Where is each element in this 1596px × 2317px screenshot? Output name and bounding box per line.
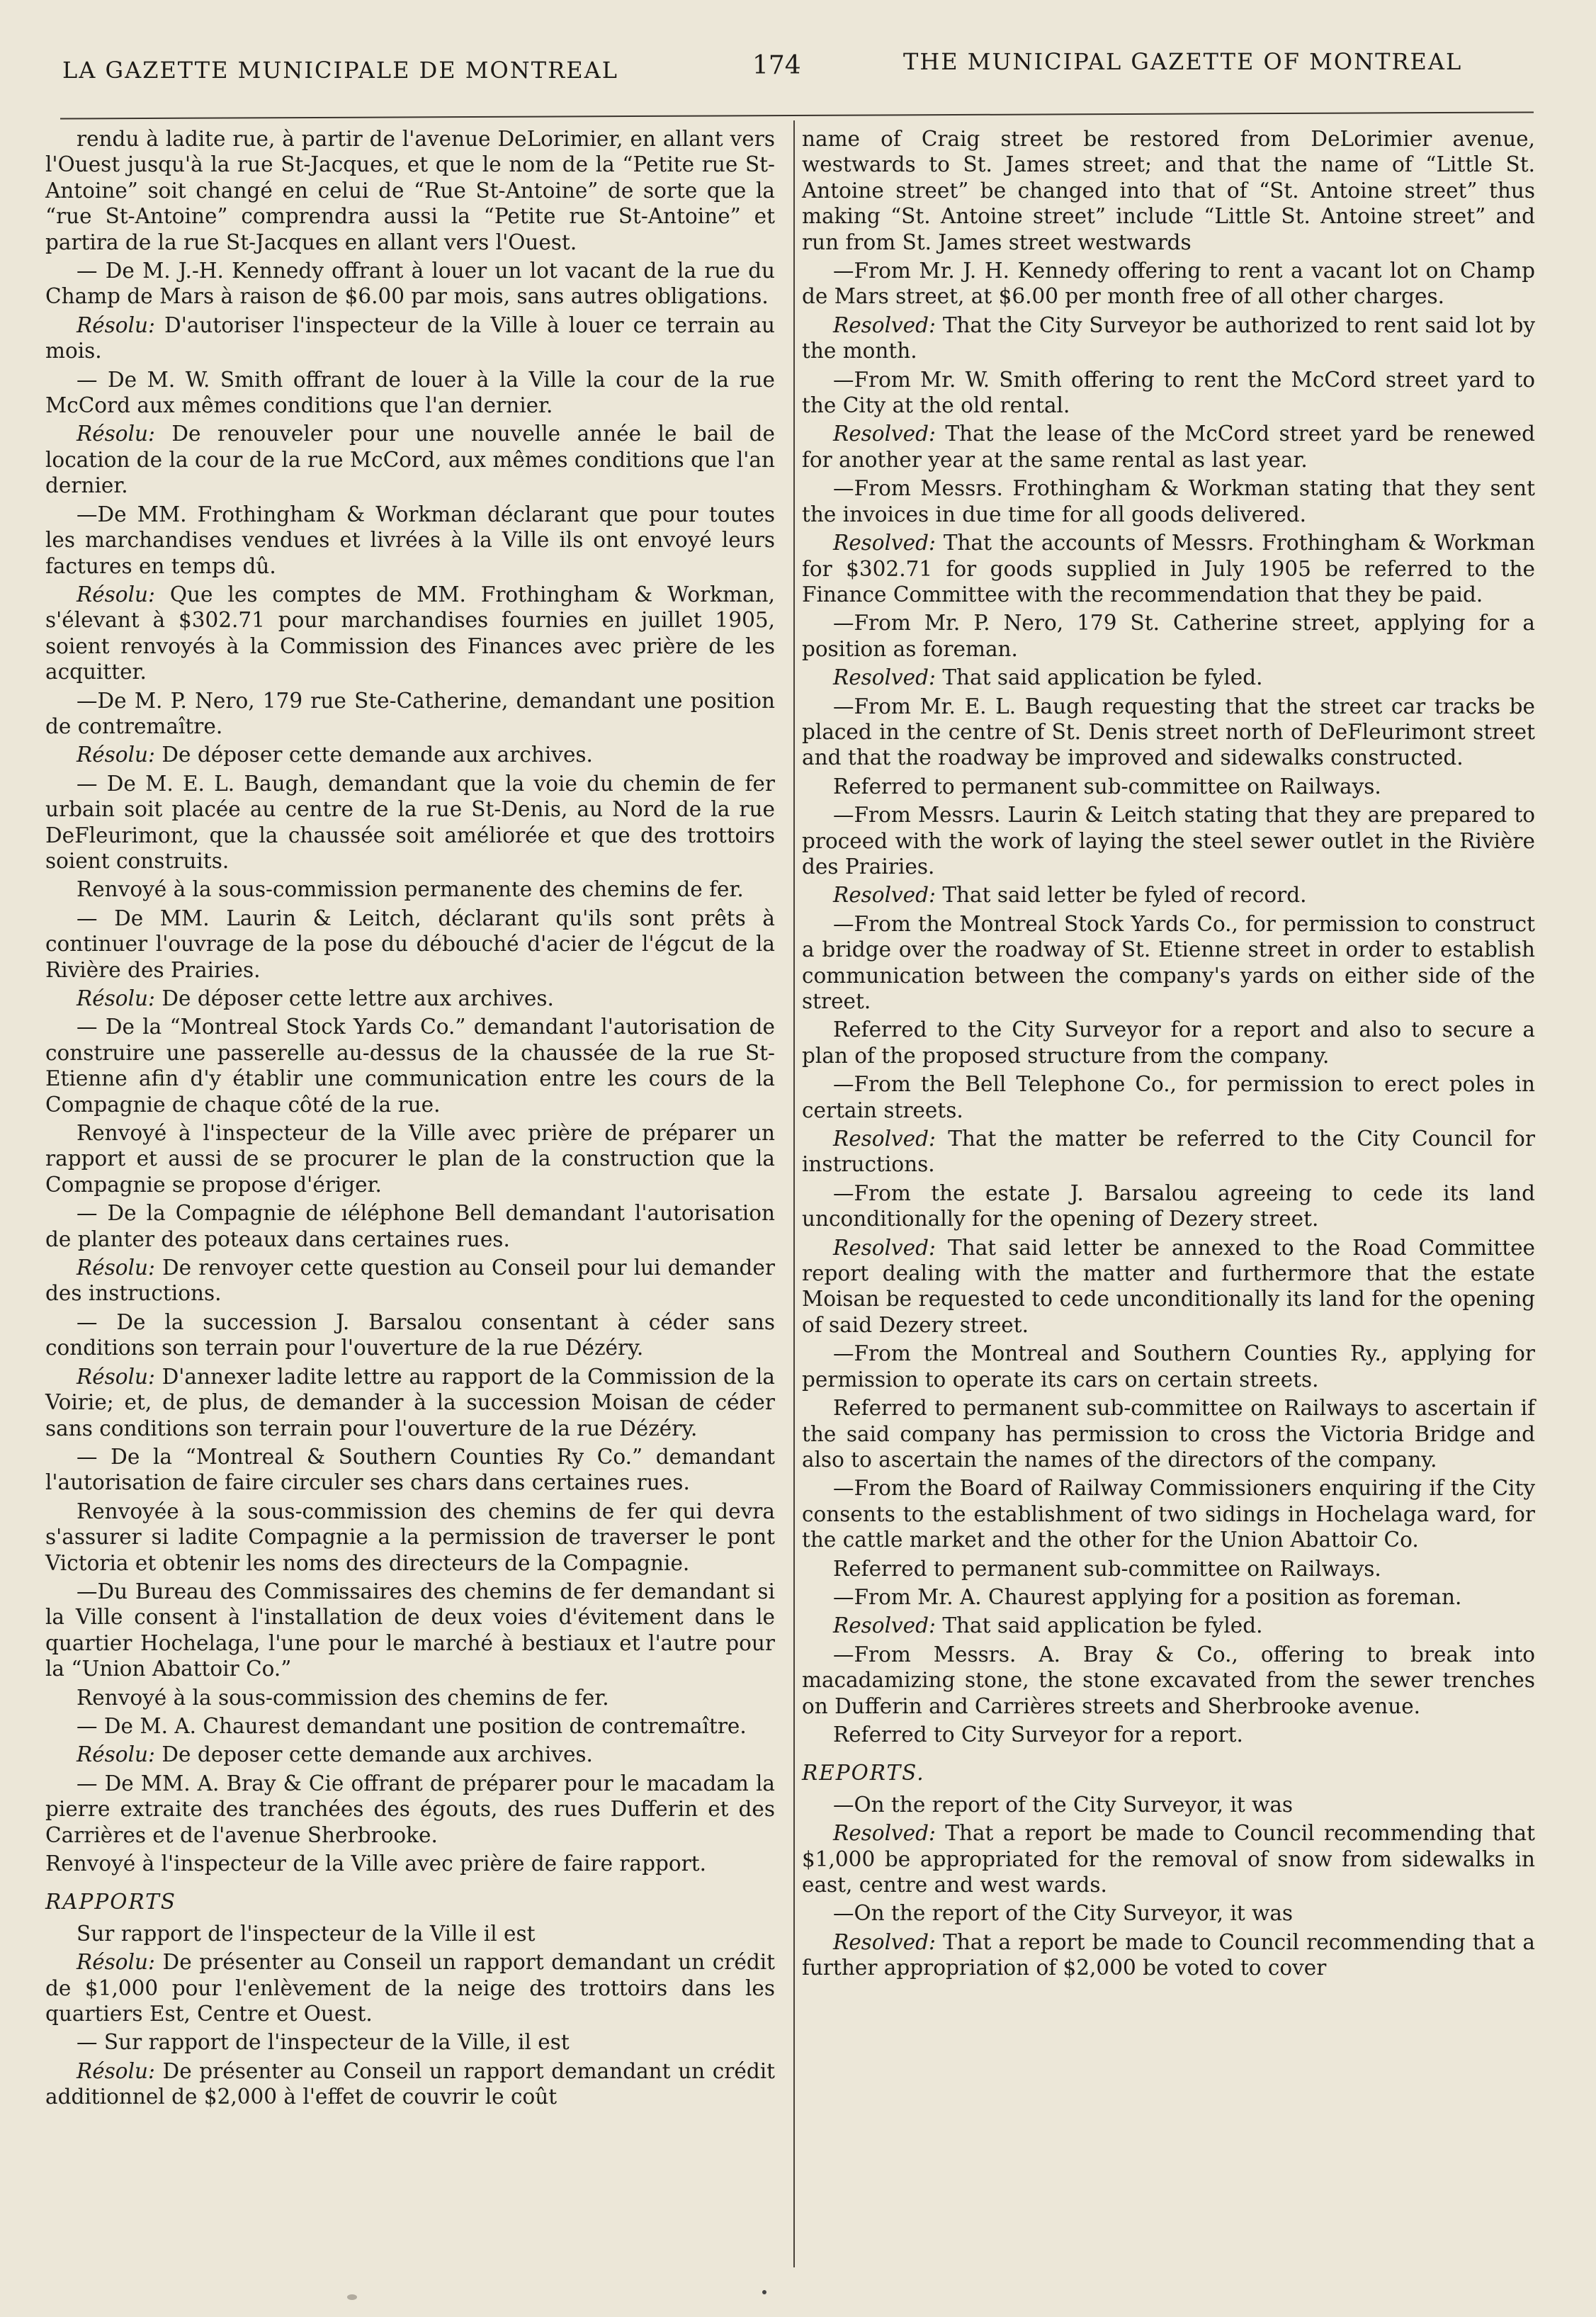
french-reports bbox=[45, 1921, 775, 2110]
paragraph-text: —From the Montreal and Southern Counties Ry., applying for permission to operate its cars on certain streets. bbox=[802, 1341, 1535, 1392]
paragraph bbox=[802, 1071, 1535, 1123]
paragraph bbox=[802, 1792, 1535, 1817]
paragraph bbox=[45, 1499, 775, 1576]
paragraph-text: That the matter be referred to the City Council for instructions. bbox=[802, 1127, 1535, 1177]
french-section-title: RAPPORTS bbox=[45, 1890, 176, 1915]
paragraph bbox=[45, 1014, 775, 1117]
paragraph bbox=[45, 1921, 775, 1946]
paragraph-text: —From Mr. J. H. Kennedy offering to rent a vacant lot on Champ de Mars street, at $6.00 per month free of all other charges. bbox=[802, 259, 1535, 309]
resolution-label: Résolu: bbox=[77, 422, 155, 446]
paragraph-text: Referred to permanent sub-committee on Railways. bbox=[833, 774, 1381, 799]
paragraph-text: —On the report of the City Surveyor, it was bbox=[833, 1792, 1294, 1817]
english-reports bbox=[802, 1792, 1535, 1981]
paragraph-text: De déposer cette lettre aux archives. bbox=[154, 986, 554, 1010]
resolution-label: Résolu: bbox=[77, 1256, 155, 1280]
paragraph bbox=[45, 986, 775, 1011]
french-minutes bbox=[45, 126, 775, 1876]
paragraph bbox=[45, 1120, 775, 1197]
paragraph bbox=[802, 1017, 1535, 1069]
paragraph-text: De renouveler pour une nouvelle année le bail de location de la cour de la rue McCord, aux mêmes conditions que l'an dernier. bbox=[45, 422, 775, 498]
paragraph-text: De présenter au Conseil un rapport demandant un crédit de $1,000 pour l'enlèvement de la neige des trottoirs dans les quartiers Est, Centre et Ouest. bbox=[45, 1950, 775, 2026]
paragraph-text: De renvoyer cette question au Conseil pour lui demander des instructions. bbox=[45, 1256, 775, 1306]
paragraph-text: —De M. P. Nero, 179 rue Ste-Catherine, demandant une position de contremaître. bbox=[45, 688, 775, 738]
paragraph bbox=[802, 882, 1535, 908]
resolution-label: Résolu: bbox=[77, 2058, 155, 2083]
paragraph bbox=[802, 530, 1535, 607]
paragraph bbox=[45, 742, 775, 767]
paragraph bbox=[802, 774, 1535, 799]
paragraph bbox=[802, 475, 1535, 527]
paragraph-text: Renvoyé à la sous-commission des chemins de fer. bbox=[77, 1685, 609, 1710]
paragraph-text: —From Mr. W. Smith offering to rent the McCord street yard to the City at the old rental. bbox=[802, 367, 1535, 418]
paragraph bbox=[802, 802, 1535, 879]
paragraph bbox=[45, 502, 775, 579]
paragraph bbox=[45, 1685, 775, 1710]
paragraph-text: That said application be fyled. bbox=[935, 665, 1263, 690]
paragraph bbox=[802, 1929, 1535, 1981]
english-minutes bbox=[802, 126, 1535, 1747]
resolution-label: Resolved: bbox=[833, 1235, 936, 1260]
paragraph-text: De déposer cette demande aux archives. bbox=[154, 743, 593, 767]
resolution-label: Résolu: bbox=[77, 582, 155, 607]
paragraph-text: Renvoyé à la sous-commission permanente des chemins de fer. bbox=[77, 877, 744, 902]
paragraph bbox=[802, 1395, 1535, 1472]
french-column bbox=[45, 126, 775, 2113]
header-french-title: LA GAZETTE MUNICIPALE DE MONTREAL bbox=[62, 57, 618, 84]
paragraph bbox=[802, 911, 1535, 1015]
paragraph bbox=[45, 771, 775, 874]
paragraph-text: That said letter be annexed to the Road Committee report dealing with the matter and furthermore that the estate Moisan be requested to cede unconditionally its land for the opening of said Dezery street. bbox=[802, 1235, 1535, 1337]
resolution-label: Resolved: bbox=[833, 422, 936, 446]
paragraph bbox=[45, 1364, 775, 1441]
paragraph-text: De deposer cette demande aux archives. bbox=[154, 1742, 593, 1767]
paragraph-text: —From the Montreal Stock Yards Co., for permission to construct a bridge over the roadway of St. Etienne street in order to establish communication between the company's yards on either side of the street. bbox=[802, 911, 1535, 1013]
paragraph-text: That said letter be fyled of record. bbox=[935, 883, 1307, 908]
paragraph bbox=[45, 2058, 775, 2110]
paragraph-text: D'autoriser l'inspecteur de la Ville à louer ce terrain au mois. bbox=[45, 312, 775, 363]
paragraph bbox=[802, 1126, 1535, 1178]
resolution-label: Resolved: bbox=[833, 531, 936, 556]
paragraph-text: —From the Board of Railway Commissioners enquiring if the City consents to the establishment of two sidings in Hochelaga ward, for the cattle market and the other for the Union Abattoir Co. bbox=[802, 1476, 1535, 1552]
paragraph bbox=[45, 421, 775, 498]
paragraph-text: Sur rapport de l'inspecteur de la Ville il est bbox=[77, 1921, 536, 1946]
paragraph bbox=[802, 367, 1535, 419]
paragraph bbox=[802, 258, 1535, 310]
paragraph-text: — De MM. A. Bray & Cie offrant de préparer pour le macadam la pierre extraite des tranchées des égouts, des rues Dufferin et des Carrières et de l'avenue Sherbrooke. bbox=[45, 1771, 775, 1847]
resolution-label: Résolu: bbox=[77, 1950, 155, 1975]
paragraph bbox=[802, 610, 1535, 662]
paragraph bbox=[45, 312, 775, 364]
paragraph-text: rendu à ladite rue, à partir de l'avenue DeLorimier, en allant vers l'Ouest jusqu'à la rue St-Jacques, et que le nom de la “Petite rue St-Antoine” soit changé en celui de “Rue St-Antoine” de sorte que la “rue St-Antoine” comprendra aussi la “Petite rue St-Antoine” et partira de la rue St-Jacques en allant vers l'Ouest. bbox=[45, 127, 775, 254]
resolution-label: Resolved: bbox=[833, 1929, 936, 1954]
paragraph bbox=[802, 1900, 1535, 1926]
paragraph-text: —From Messrs. Frothingham & Workman stating that they sent the invoices in due time for all goods delivered. bbox=[802, 476, 1535, 526]
resolution-label: Resolved: bbox=[833, 1127, 936, 1151]
paragraph-text: — De M. A. Chaurest demandant une position de contremaître. bbox=[77, 1713, 747, 1738]
header-rule bbox=[60, 111, 1534, 119]
paragraph-text: That the accounts of Messrs. Frothingham & Workman for $302.71 for goods supplied in July 1905 be referred to the Finance Committee with the recommendation that they be paid. bbox=[802, 531, 1535, 607]
resolution-label: Resolved: bbox=[833, 1821, 936, 1846]
paragraph-text: — De M. E. L. Baugh, demandant que la voie du chemin de fer urbain soit placée au centre de la rue St-Denis, au Nord de la rue DeFleurimont, que la chaussée soit améliorée et que des trottoirs soient construits. bbox=[45, 771, 775, 873]
paragraph bbox=[45, 2029, 775, 2055]
paragraph-text: — De la “Montreal Stock Yards Co.” demandant l'autorisation de construire une passerelle au-dessus de la chaussée de la rue St-Etienne afin d'y établir une communication entre les cours de la Compagnie de chaque côté de la rue. bbox=[45, 1015, 775, 1117]
paragraph-text: — De M. J.-H. Kennedy offrant à louer un lot vacant de la rue du Champ de Mars à raison de $6.00 par mois, sans autres obligations. bbox=[45, 259, 775, 309]
paragraph bbox=[45, 1200, 775, 1252]
paragraph bbox=[802, 312, 1535, 364]
paragraph-text: That the City Surveyor be authorized to rent said lot by the month. bbox=[802, 312, 1535, 363]
resolution-label: Résolu: bbox=[77, 1364, 155, 1389]
paragraph bbox=[802, 1556, 1535, 1582]
paragraph bbox=[802, 1235, 1535, 1338]
paragraph bbox=[802, 126, 1535, 255]
paragraph-text: —Du Bureau des Commissaires des chemins de fer demandant si la Ville consent à l'installation de deux voies d'évitement dans le quartier Hochelaga, l'une pour le marché à bestiaux et l'autre pour la “Union Abattoir Co.” bbox=[45, 1579, 775, 1681]
paragraph-text: Que les comptes de MM. Frothingham & Workman, s'élevant à $302.71 pour marchandises fournies en juillet 1905, soient renvoyés à la Commission des Finances avec prière de les acquitter. bbox=[45, 582, 775, 684]
paragraph bbox=[802, 1613, 1535, 1638]
paragraph bbox=[802, 1820, 1535, 1898]
paragraph bbox=[802, 665, 1535, 690]
page-number: 174 bbox=[752, 51, 801, 80]
paragraph bbox=[45, 1949, 775, 2026]
paragraph-text: —De MM. Frothingham & Workman déclarant que pour toutes les marchandises vendues et livrées à la Ville ils ont envoyé leurs factures en temps dû. bbox=[45, 502, 775, 578]
paragraph-text: Referred to City Surveyor for a report. bbox=[833, 1722, 1243, 1747]
paragraph bbox=[45, 876, 775, 902]
paragraph bbox=[802, 1642, 1535, 1719]
paragraph-text: — De MM. Laurin & Leitch, déclarant qu'ils sont prêts à continuer l'ouvrage de la pose du débouché d'acier de l'égcut de la Rivière des Prairies. bbox=[45, 906, 775, 982]
resolution-label: Résolu: bbox=[77, 743, 155, 767]
paragraph-text: Renvoyée à la sous-commission des chemins de fer qui devra s'assurer si ladite Compagnie a la permission de traverser le pont Victoria et obtenir les noms des directeurs de la Compagnie. bbox=[45, 1499, 775, 1575]
paragraph bbox=[45, 367, 775, 419]
paragraph bbox=[802, 694, 1535, 771]
paragraph bbox=[45, 1579, 775, 1682]
resolution-label: Resolved: bbox=[833, 883, 936, 908]
paragraph-text: Referred to permanent sub-committee on Railways. bbox=[833, 1556, 1381, 1581]
paragraph bbox=[45, 1771, 775, 1848]
paragraph bbox=[45, 1851, 775, 1876]
paragraph bbox=[45, 906, 775, 983]
paragraph bbox=[802, 421, 1535, 473]
paragraph bbox=[802, 1475, 1535, 1552]
paragraph bbox=[45, 582, 775, 685]
column-divider bbox=[793, 120, 795, 2267]
paragraph-text: — De M. W. Smith offrant de louer à la Ville la cour de la rue McCord aux mêmes conditions que l'an dernier. bbox=[45, 367, 775, 418]
paragraph-text: That said application be fyled. bbox=[935, 1613, 1263, 1638]
paragraph bbox=[45, 1742, 775, 1767]
resolution-label: Resolved: bbox=[833, 665, 936, 690]
resolution-label: Resolved: bbox=[833, 312, 936, 337]
ink-dot bbox=[762, 2290, 766, 2294]
paragraph-text: De présenter au Conseil un rapport demandant un crédit additionnel de $2,000 à l'effet de couvrir le coût bbox=[45, 2058, 775, 2109]
paragraph-text: —From Mr. A. Chaurest applying for a position as foreman. bbox=[833, 1584, 1462, 1609]
paragraph-text: — De la succession J. Barsalou consentant à céder sans conditions son terrain pour l'ouverture de la rue Dézéry. bbox=[45, 1309, 775, 1360]
header-english-title: THE MUNICIPAL GAZETTE OF MONTREAL bbox=[903, 48, 1463, 75]
paragraph bbox=[802, 1584, 1535, 1610]
paragraph-text: Renvoyé à l'inspecteur de la Ville avec prière de faire rapport. bbox=[45, 1851, 706, 1876]
resolution-label: Resolved: bbox=[833, 1613, 936, 1638]
paragraph bbox=[802, 1722, 1535, 1747]
paragraph-text: Renvoyé à l'inspecteur de la Ville avec prière de préparer un rapport et aussi de se procurer le plan de la construction que la Compagnie se propose d'ériger. bbox=[45, 1121, 775, 1197]
paragraph bbox=[45, 1255, 775, 1307]
paragraph bbox=[45, 1444, 775, 1496]
paragraph-text: name of Craig street be restored from DeLorimier avenue, westwards to St. James street; and that the name of “Little St. Antoine street” be changed into that of “St. Antoine street” thus making “St. Antoine street” include “Little St. Antoine street” and run from St. James street westwards bbox=[802, 127, 1535, 254]
paragraph-text: —From Messrs. A. Bray & Co., offering to break into macadamizing stone, the stone excavated from the sewer trenches on Dufferin and Carrières streets and Sherbrooke avenue. bbox=[802, 1642, 1535, 1718]
paragraph-text: Referred to the City Surveyor for a report and also to secure a plan of the proposed structure from the company. bbox=[802, 1017, 1535, 1068]
paragraph-text: — Sur rapport de l'inspecteur de la Ville, il est bbox=[77, 2030, 570, 2055]
paragraph bbox=[802, 1180, 1535, 1232]
paragraph-text: —From the estate J. Barsalou agreeing to cede its land unconditionally for the opening of Dezery street. bbox=[802, 1180, 1535, 1231]
paragraph-text: —From Mr. P. Nero, 179 St. Catherine street, applying for a position as foreman. bbox=[802, 611, 1535, 661]
paragraph-text: —From Mr. E. L. Baugh requesting that the street car tracks be placed in the centre of St. Denis street north of DeFleurimont street and that the roadway be improved and sidewalks constructed. bbox=[802, 694, 1535, 770]
page-header bbox=[0, 44, 1596, 94]
paragraph-text: Referred to permanent sub-committee on Railways to ascertain if the said company has permission to cross the Victoria Bridge and also to ascertain the names of the directors of the company. bbox=[802, 1396, 1535, 1472]
resolution-label: Résolu: bbox=[77, 986, 155, 1010]
paragraph-text: —From the Bell Telephone Co., for permission to erect poles in certain streets. bbox=[802, 1072, 1535, 1122]
paragraph bbox=[45, 126, 775, 255]
paragraph bbox=[45, 1309, 775, 1361]
paragraph bbox=[45, 1713, 775, 1739]
resolution-label: Résolu: bbox=[77, 312, 155, 337]
paragraph-text: — De la “Montreal & Southern Counties Ry Co.” demandant l'autorisation de faire circuler ses chars dans certaines rues. bbox=[45, 1444, 775, 1495]
paragraph-text: That the lease of the McCord street yard be renewed for another year at the same rental as last year. bbox=[802, 422, 1535, 472]
ink-smudge bbox=[347, 2294, 357, 2300]
english-section-title: REPORTS. bbox=[802, 1761, 925, 1786]
resolution-label: Résolu: bbox=[77, 1742, 155, 1767]
english-column bbox=[802, 126, 1535, 1984]
paragraph-text: —From Messrs. Laurin & Leitch stating that they are prepared to proceed with the work of laying the steel sewer outlet in the Rivière des Prairies. bbox=[802, 803, 1535, 879]
paragraph bbox=[45, 258, 775, 310]
paragraph-text: That a report be made to Council recommending that a further appropriation of $2,000 be voted to cover bbox=[802, 1929, 1535, 1980]
paragraph bbox=[45, 688, 775, 740]
paragraph-text: — De la Compagnie de ıéléphone Bell demandant l'autorisation de planter des poteaux dans certaines rues. bbox=[45, 1201, 775, 1251]
paragraph-text: —On the report of the City Surveyor, it was bbox=[833, 1901, 1294, 1926]
paragraph-text: That a report be made to Council recommending that $1,000 be appropriated for the removal of snow from sidewalks in east, centre and west wards. bbox=[802, 1821, 1535, 1897]
paragraph-text: D'annexer ladite lettre au rapport de la Commission de la Voirie; et, de plus, de demander à la succession Moisan de céder sans conditions son terrain pour l'ouverture de la rue Dézéry. bbox=[45, 1364, 775, 1441]
paragraph bbox=[802, 1341, 1535, 1392]
